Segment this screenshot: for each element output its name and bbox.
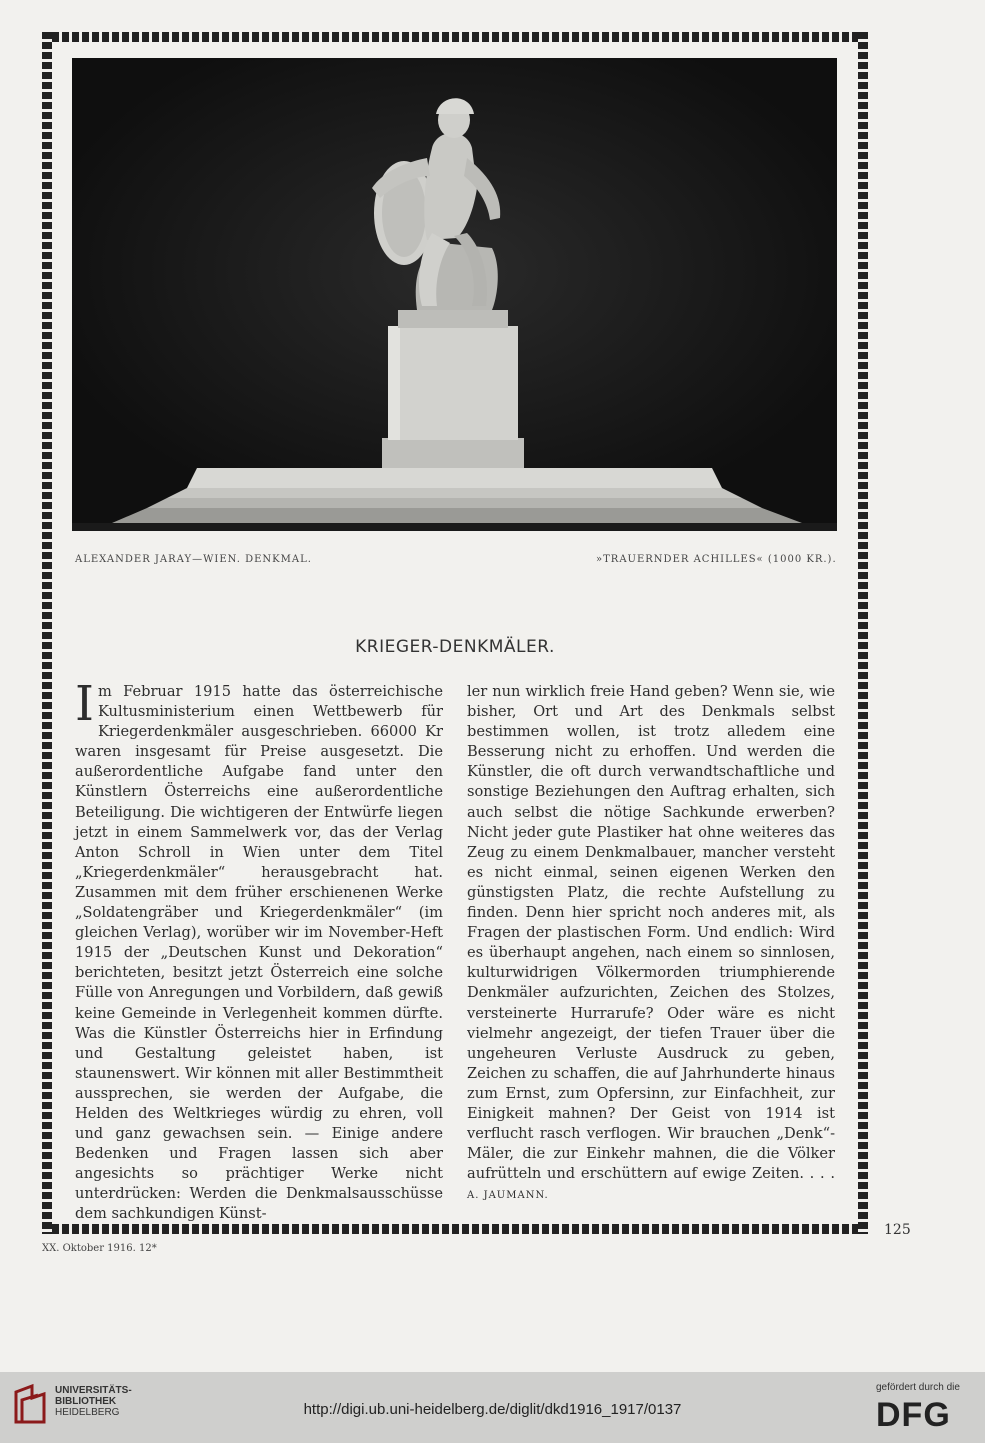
border-right [858,32,868,1234]
article-text-left: m Februar 1915 hatte das österreichische Kultusministerium einen Wettbewerb für Kriegerdenkmäler ausgeschrieben. 66000 Kr waren insgesamt für Preise ausgesetzt. Die außerordentliche Aufgabe fand unter den Künstlern Österreichs eine außerordentliche Beteiligung. Die wichtigeren der Entwürfe liegen jetzt in einem Sammelwerk vor, das der Verlag Anton Schroll in Wien unter dem Titel „Kriegerdenkmäler“ herausgebracht hat. Zusammen mit dem früher erschienenen Werke „Soldatengräber und Kriegerdenkmäler“ (im gleichen Verlag), worüber wir im November-Heft 1915 der „Deutschen Kunst und Dekoration“ berichteten, besitzt jetzt Österreich eine solche Fülle von Anregungen und Vorbildern, daß gewiß keine Gemeinde in Verlegenheit kommen dürfte. Was die Künstler Österreichs hier in Erfindung und Gestaltung geleistet haben, ist staunenswert. Wir können mit aller Bestimmtheit aussprechen, sie werden der Aufgabe, die Helden des Weltkrieges würdig zu ehren, voll und ganz gewachsen sein. — Einige andere Bedenken und Fragen lassen sich aber angesichts so prächtiger Werke nicht unterdrücken: Werden die Denkmalsausschüsse dem sachkundigen Künst- [75,683,443,1223]
article-text-right: ler nun wirklich freie Hand geben? Wenn sie, wie bisher, Ort und Art des Denkmals selbst bestimmen wollen, ist trotz alledem eine Besserung nicht zu erhoffen. Und werden die Künstler, die oft durch verwandtschaftliche und sonstige Beziehungen den Auftrag erhalten, sich auch selbst die nötige Sachkunde erwerben? Nicht jeder gute Plastiker hat ohne weiteres das Zeug zu einem Denkmalbauer, mancher versteht es nicht einmal, seinen eigenen Werken den günstigsten Platz, die rechte Aufstellung zu finden. Denn hier spricht noch anderes mit, als Fragen der plastischen Form. Und endlich: Wird es überhaupt angehen, nach einem so sinnlosen, kulturwidrigen Völkermorden triumphierende Denkmäler aufzurichten, Zeichen des Stolzes, versteinerte Hurrarufe? Oder wäre es nicht vielmehr angezeigt, der tiefen Trauer über die ungeheuren Verluste Ausdruck zu geben, Zeichen zu schaffen, die auf Jahrhunderte hinaus zum Ernst, zum Opfersinn, zur Einfachheit, zur Einigkeit mahnen? Der Geist von 1914 ist verflucht rasch verflogen. Wir brauchen „Denk“-Mäler, die zur Einkehr mahnen, die die Völker aufrütteln und erschüttern auf ewige Zeiten. . . . [467,683,835,1183]
monument-photo [72,58,837,531]
permalink-url[interactable]: http://digi.ub.uni-heidelberg.de/diglit/dkd1916_1917/0137 [303,1401,682,1418]
article-title: KRIEGER-DENKMÄLER. [355,637,555,657]
article-column-right [467,682,835,1206]
dfg-logo: DFG [876,1396,951,1434]
photo-caption-right: »TRAUERNDER ACHILLES« (1000 KR.). [596,554,837,565]
library-line-1: UNIVERSITÄTS- [55,1385,132,1396]
funding-caption: gefördert durch die [876,1382,960,1393]
border-left [42,32,52,1234]
border-top [42,32,868,42]
drop-cap: I [75,676,94,732]
border-bottom [42,1224,868,1234]
page-number: 125 [884,1222,911,1238]
article-column-left [75,676,443,1225]
viewer-footer [0,1372,985,1443]
author-signature: A. JAUMANN. [467,1190,549,1202]
library-line-3: HEIDELBERG [55,1407,120,1418]
issue-footnote: XX. Oktober 1916. 12* [42,1243,157,1254]
library-line-2: BIBLIOTHEK [55,1396,117,1407]
photo-caption-left: ALEXANDER JARAY—WIEN. DENKMAL. [75,554,312,565]
